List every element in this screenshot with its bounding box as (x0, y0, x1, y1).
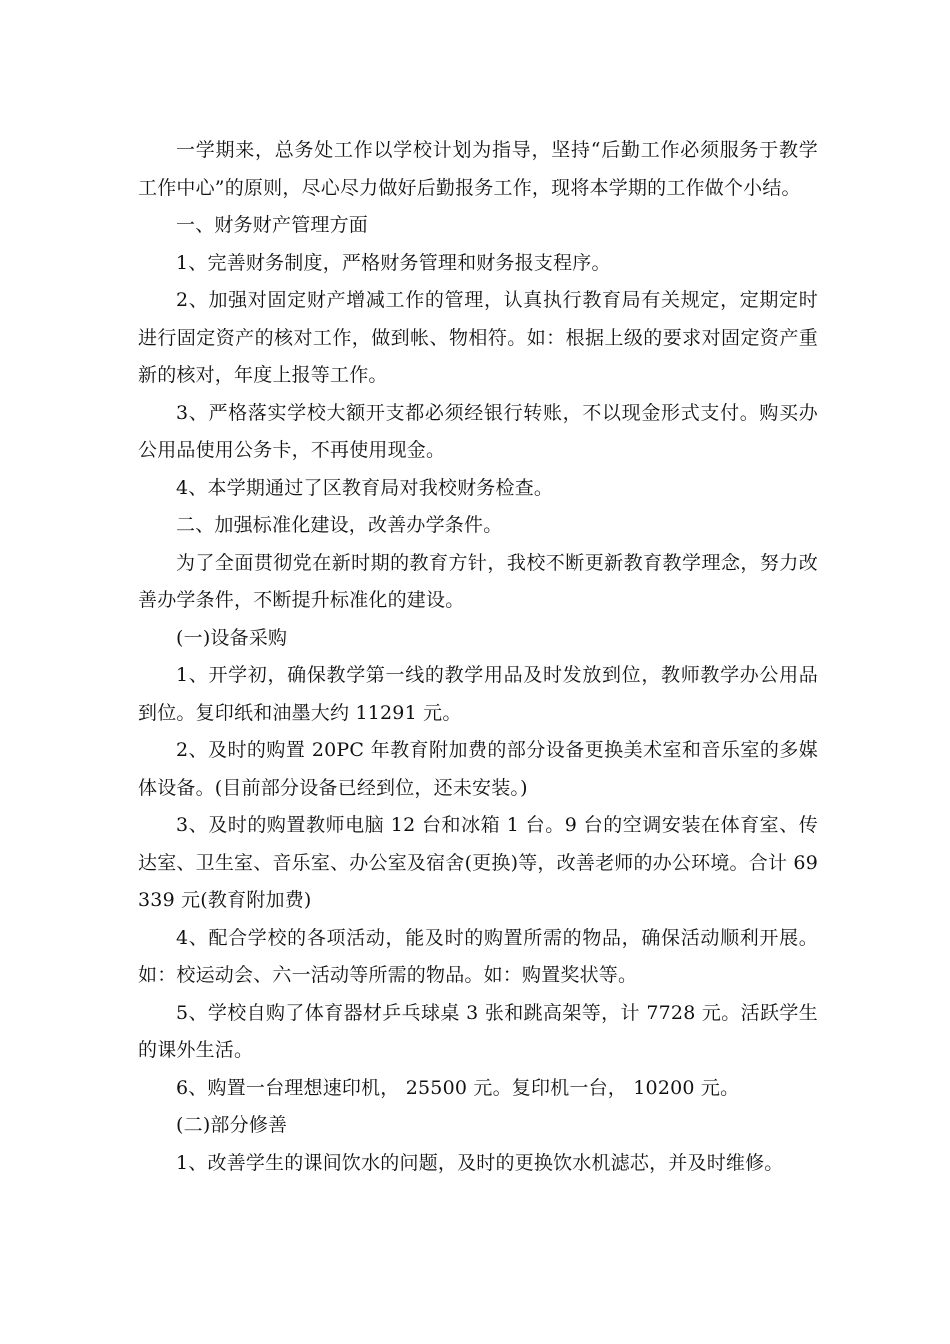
list-item: 4、配合学校的各项活动，能及时的购置所需的物品，确保活动顺利开展。如：校运动会、六一活动等所需的物品。如：购置奖状等。 (138, 926, 818, 986)
body-paragraph: 为了全面贯彻党在新时期的教育方针，我校不断更新教育教学理念，努力改善办学条件，不断提升标准化的建设。 (138, 551, 818, 611)
section-heading-finance: 一、财务财产管理方面 (176, 214, 369, 236)
subsection-heading-equipment: (一)设备采购 (176, 626, 288, 649)
list-item: 1、完善财务制度，严格财务管理和财务报支程序。 (176, 251, 611, 274)
section-heading-standardization: 二、加强标准化建设，改善办学条件。 (176, 514, 503, 536)
document-body (138, 132, 818, 1182)
list-item: 4、本学期通过了区教育局对我校财务检查。 (176, 476, 554, 499)
list-item: 2、加强对固定财产增减工作的管理，认真执行教育局有关规定，定期定时进行固定资产的核对工作，做到帐、物相符。如：根据上级的要求对固定资产重新的核对，年度上报等工作。 (138, 289, 818, 386)
list-item: 3、及时的购置教师电脑 12 台和冰箱 1 台。9 台的空调安装在体育室、传达室、卫生室、音乐室、办公室及宿舍(更换)等，改善老师的办公环境。合计 69339 元(教育附加费) (138, 814, 818, 911)
subsection-heading-repairs: (二)部分修善 (176, 1114, 288, 1136)
list-item: 1、开学初，确保教学第一线的教学用品及时发放到位，教师教学办公用品到位。复印纸和油墨大约 11291 元。 (138, 664, 818, 724)
intro-paragraph: 一学期来，总务处工作以学校计划为指导，坚持“后勤工作必须服务于教学工作中心”的原则，尽心尽力做好后勤报务工作，现将本学期的工作做个小结。 (138, 139, 818, 199)
list-item: 2、及时的购置 20PC 年教育附加费的部分设备更换美术室和音乐室的多媒体设备。(目前部分设备已经到位，还未安装。) (138, 739, 818, 799)
list-item: 6、购置一台理想速印机， 25500 元。复印机一台， 10200 元。 (176, 1076, 740, 1099)
list-item: 1、改善学生的课间饮水的问题，及时的更换饮水机滤芯，并及时维修。 (176, 1151, 784, 1174)
list-item: 3、严格落实学校大额开支都必须经银行转账，不以现金形式支付。购买办公用品使用公务卡，不再使用现金。 (138, 401, 818, 461)
list-item: 5、学校自购了体育器材乒乓球桌 3 张和跳高架等，计 7728 元。活跃学生的课外生活。 (138, 1001, 818, 1061)
